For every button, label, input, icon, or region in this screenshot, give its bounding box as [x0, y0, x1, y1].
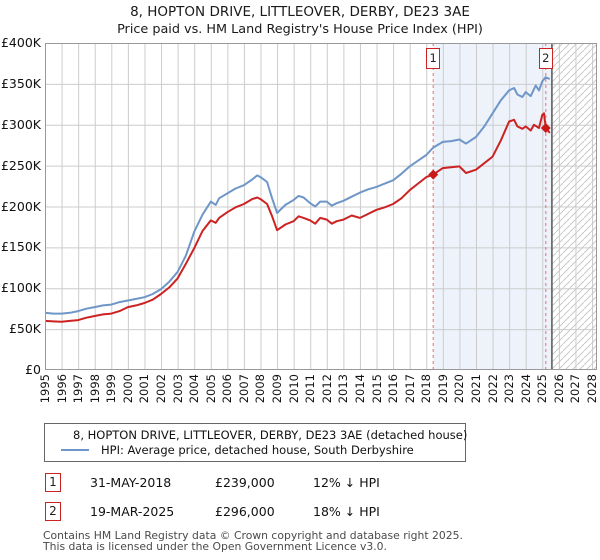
sale-2-badge: 2: [45, 502, 61, 521]
x-tick-label-2018: 2018: [419, 374, 434, 404]
x-tick-label-2002: 2002: [154, 374, 169, 404]
legend-label: 8, HOPTON DRIVE, LITTLEOVER, DERBY, DE23 3AE (detached house): [73, 427, 468, 442]
sale-2-chart-badge: 2: [539, 48, 553, 69]
x-tick-label-2023: 2023: [502, 374, 517, 404]
legend-label: HPI: Average price, detached house, South Derbyshire: [101, 443, 414, 458]
x-tick-label-2004: 2004: [187, 374, 202, 404]
y-tick-label: £100K: [0, 280, 41, 296]
x-tick-label-2010: 2010: [286, 374, 301, 404]
x-tick-label-2022: 2022: [485, 374, 500, 404]
x-tick-label-2016: 2016: [386, 374, 401, 404]
x-tick-label-1997: 1997: [71, 374, 86, 404]
legend-line-swatch: [61, 449, 89, 451]
sale-2-date: 19-MAR-2025: [90, 504, 175, 519]
sale-1-chart-badge: 1: [426, 48, 440, 69]
x-tick-label-2017: 2017: [402, 374, 417, 404]
y-tick-label: £300K: [0, 116, 41, 132]
x-tick-label-2000: 2000: [120, 374, 135, 404]
legend-item-property: [53, 427, 468, 442]
y-tick-label: £350K: [0, 75, 41, 91]
x-tick-label-2021: 2021: [468, 374, 483, 404]
x-tick-label-2020: 2020: [452, 374, 467, 404]
sale-1-date: 31-MAY-2018: [90, 475, 172, 490]
x-tick-label-2015: 2015: [369, 374, 384, 404]
x-tick-label-2011: 2011: [303, 374, 318, 404]
page-subtitle: Price paid vs. HM Land Registry's House Price Index (HPI): [117, 22, 483, 37]
x-tick-label-2006: 2006: [220, 374, 235, 404]
sale-1-vs-hpi: 12% ↓ HPI: [313, 475, 380, 490]
x-tick-label-2008: 2008: [253, 374, 268, 404]
x-tick-label-2024: 2024: [518, 374, 533, 404]
x-tick-label-2013: 2013: [336, 374, 351, 404]
page-title: 8, HOPTON DRIVE, LITTLEOVER, DERBY, DE23 3AE: [130, 4, 470, 20]
sale-annotation-row-2: [0, 502, 600, 522]
x-tick-label-2003: 2003: [170, 374, 185, 404]
sale-2-vs-hpi: 18% ↓ HPI: [313, 504, 380, 519]
footer-copyright: Contains HM Land Registry data © Crown copyright and database right 2025.: [43, 529, 463, 542]
x-tick-label-1999: 1999: [104, 374, 119, 404]
marker-badge-layer: [45, 43, 597, 370]
x-tick-label-1998: 1998: [87, 374, 102, 404]
x-tick-label-2026: 2026: [551, 374, 566, 404]
x-tick-label-2027: 2027: [568, 374, 583, 404]
sale-1-badge: 1: [45, 473, 61, 492]
sale-1-price: £239,000: [215, 475, 275, 490]
sale-annotation-row-1: [0, 473, 600, 493]
chart-legend: [44, 423, 466, 462]
y-tick-label: £150K: [0, 239, 41, 255]
x-tick-label-2007: 2007: [236, 374, 251, 404]
x-tick-label-1996: 1996: [54, 374, 69, 404]
y-tick-label: £200K: [0, 198, 41, 214]
y-tick-label: £50K: [8, 321, 41, 337]
x-tick-label-2019: 2019: [435, 374, 450, 404]
x-tick-label-2005: 2005: [203, 374, 218, 404]
x-tick-label-2025: 2025: [535, 374, 550, 404]
x-tick-label-2012: 2012: [319, 374, 334, 404]
x-tick-label-2028: 2028: [585, 374, 600, 404]
x-tick-label-2009: 2009: [270, 374, 285, 404]
footer-licence: This data is licensed under the Open Government Licence v3.0.: [43, 540, 387, 553]
x-tick-label-2001: 2001: [137, 374, 152, 404]
sale-2-price: £296,000: [215, 504, 275, 519]
x-tick-label-2014: 2014: [352, 374, 367, 404]
y-tick-label: £250K: [0, 157, 41, 173]
legend-item-hpi: [53, 443, 457, 457]
x-tick-label-1995: 1995: [38, 374, 52, 404]
y-tick-label: £400K: [0, 35, 41, 50]
y-tick-label: £0: [25, 362, 41, 377]
